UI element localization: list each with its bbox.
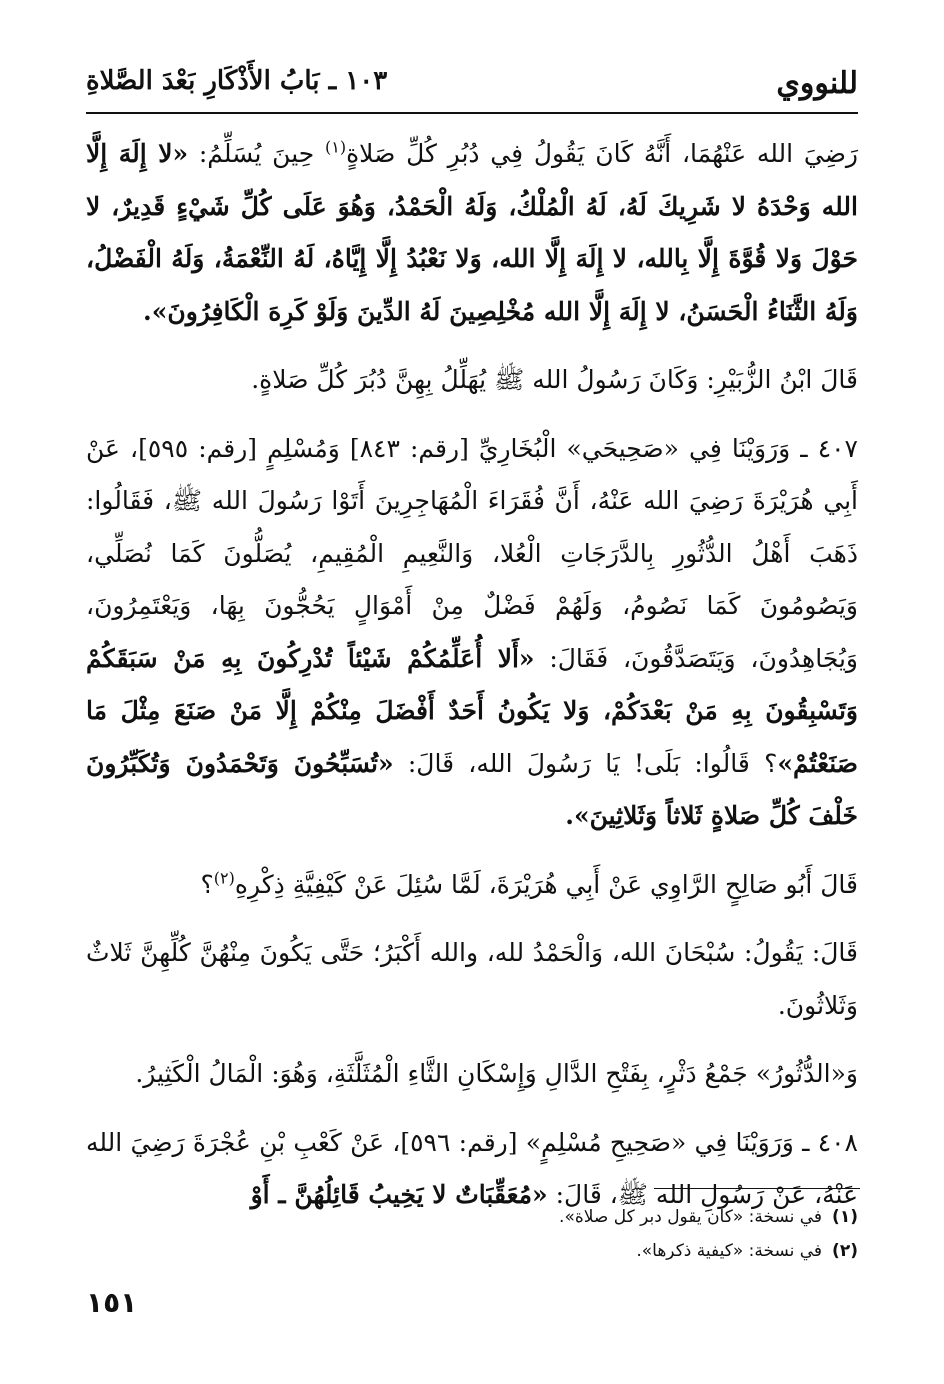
paragraph-4	[86, 859, 858, 912]
footnote-rule	[654, 1188, 860, 1189]
footnote-1	[86, 1200, 858, 1234]
paragraph-2	[86, 354, 858, 407]
footnote-2-text: في نسخة: «كيفية ذكرها».	[636, 1241, 823, 1261]
hadith-408-intro: ٤٠٨ ـ وَرَوَيْنَا فِي «صَحِيحِ مُسْلِمٍ» [رقم: ٥٩٦]، عَنْ كَعْبِ بْنِ عُجْرَةَ رَضِيَ الله عَنْهُ، عَنْ رَسُولِ الله ﷺ، قَالَ:	[86, 1127, 858, 1209]
header-rule	[86, 112, 858, 114]
footnotes	[86, 1200, 858, 1268]
hadith-407-mid: ؟ قَالُوا: بَلَى! يَا رَسُولَ الله، قَالَ:	[393, 748, 778, 778]
footnote-1-number: (١)	[832, 1207, 858, 1227]
hadith-407-intro: ٤٠٧ ـ وَرَوَيْنَا فِي «صَحِيحَي» الْبُخَارِيِّ [رقم: ٨٤٣] وَمُسْلِمٍ [رقم: ٥٩٥]، عَنْ أَبِي هُرَيْرَةَ رَضِيَ الله عَنْهُ، أَنَّ فُقَرَاءَ الْمُهَاجِرِينَ أَتَوْا رَسُولَ الله ﷺ، فَقَالُوا: ذَهَبَ أَهْلُ الدُّثُورِ بِالدَّرَجَاتِ الْعُلا، وَالنَّعِيمِ الْمُقِيمِ، يُصَلُّونَ كَمَا نُصَلِّي، وَيَصُومُونَ كَمَا نَصُومُ، وَلَهُمْ فَضْلٌ مِنْ أَمْوَالٍ يَحُجُّونَ بِهَا، وَيَعْتَمِرُونَ، وَيُجَاهِدُونَ، وَيَتَصَدَّقُونَ، فَقَالَ:	[86, 433, 859, 673]
footnote-ref-2: (٢)	[213, 868, 235, 888]
paragraph-4-intro: قَالَ أَبُو صَالِحٍ الرَّاوِي عَنْ أَبِي هُرَيْرَةَ، لَمَّا سُئِلَ عَنْ كَيْفِيَّةِ ذِكْرِهِ	[234, 869, 858, 899]
page-number: ١٥١	[86, 1286, 138, 1319]
running-header	[86, 60, 858, 110]
hadith-text-1: «لا إِلَهَ إِلَّا الله وَحْدَهُ لا شَرِيكَ لَهُ، لَهُ الْمُلْكُ، وَلَهُ الْحَمْدُ، وَهُوَ عَلَى كُلِّ شَيْءٍ قَدِيرٌ، لا حَوْلَ وَلا قُوَّةَ إِلَّا بِالله، لا إِلَهَ إِلَّا الله، وَلا نَعْبُدُ إِلَّا إِيَّاهُ، لَهُ النِّعْمَةُ، وَلَهُ الْفَضْلُ، وَلَهُ الثَّنَاءُ الْحَسَنُ، لا إِلَهَ إِلَّا الله مُخْلِصِينَ لَهُ الدِّينَ وَلَوْ كَرِهَ الْكَافِرُونَ».	[86, 139, 858, 326]
paragraph-6	[86, 1048, 858, 1101]
paragraph-1-intro: رَضِيَ الله عَنْهُمَا، أَنَّهُ كَانَ يَقُولُ فِي دُبُرِ كُلِّ صَلاةٍ	[346, 139, 858, 168]
hadith-408-text: «مُعَقِّبَاتٌ لا يَخِيبُ قَائِلُهُنَّ ـ أَوْ	[250, 1180, 548, 1209]
hadith-407-text-2: «تُسَبِّحُونَ وَتَحْمَدُونَ وَتُكَبِّرُونَ خَلْفَ كُلِّ صَلاةٍ ثَلاثاً وَثَلاثِينَ».	[86, 748, 858, 830]
paragraph-2-text: قَالَ ابْنُ الزُّبَيْرِ: وَكَانَ رَسُولُ الله ﷺ يُهَلِّلُ بِهِنَّ دُبُرَ كُلِّ صَلاةٍ.	[251, 365, 858, 394]
footnote-1-text: في نسخة: «كان يقول دبر كل صلاة».	[559, 1207, 823, 1227]
hadith-407-text-1: «أَلا أُعَلِّمُكُمْ شَيْئاً تُدْرِكُونَ بِهِ مَنْ سَبَقَكُمْ وَتَسْبِقُونَ بِهِ مَنْ بَعْدَكُمْ، وَلا يَكُونُ أَحَدٌ أَفْضَلَ مِنْكُمْ إِلَّا مَنْ صَنَعَ مِثْلَ مَا صَنَعْتُمْ»	[86, 643, 858, 778]
paragraph-1	[86, 128, 858, 338]
footnote-ref-1: (١)	[324, 137, 347, 157]
paragraph-5	[86, 927, 858, 1032]
chapter-title: ١٠٣ ـ بَابُ الأَذْكَارِ بَعْدَ الصَّلاةِ	[86, 66, 388, 96]
paragraph-hadith-407	[86, 423, 858, 843]
paragraph-4-end: ؟	[200, 869, 214, 899]
paragraph-1-mid: حِينَ يُسَلِّمُ:	[188, 139, 325, 168]
paragraph-6-text: وَ«الدُّثُورُ» جَمْعُ دَثْرٍ، بِفَتْحِ الدَّالِ وَإِسْكَانِ الثَّاءِ الْمُثَلَّثَةِ، وَهُوَ: الْمَالُ الْكَثِيرُ.	[135, 1059, 858, 1088]
main-text	[86, 128, 858, 1222]
paragraph-5-text: قَالَ: يَقُولُ: سُبْحَانَ الله، وَالْحَمْدُ لله، والله أَكْبَرُ؛ حَتَّى يَكُونَ مِنْهُنَّ كُلِّهِنَّ ثَلاثٌ وَثَلاثُونَ.	[86, 938, 858, 1020]
footnote-2-number: (٢)	[832, 1241, 858, 1261]
footnote-2	[86, 1234, 858, 1268]
book-title: للنووي	[776, 66, 858, 101]
